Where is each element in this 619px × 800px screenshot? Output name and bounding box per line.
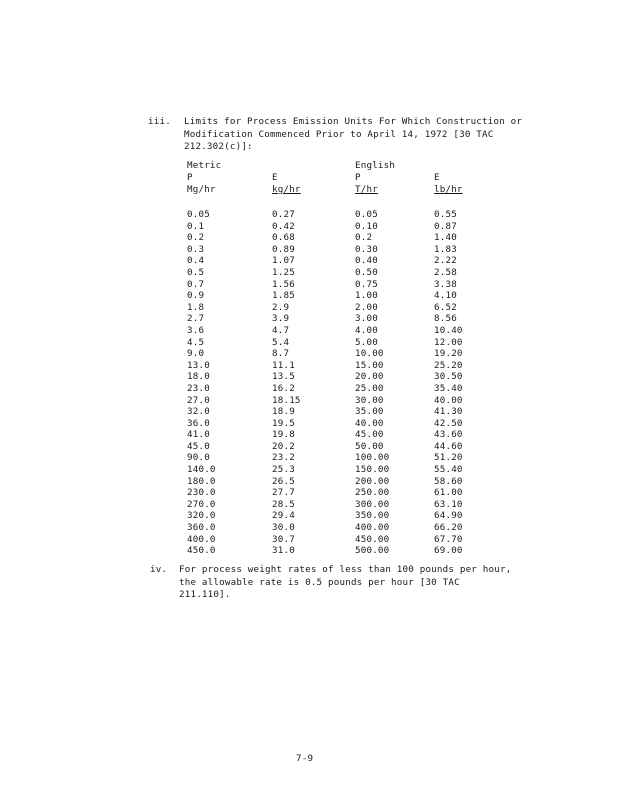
metric-p-cell: 0.9 (187, 290, 205, 302)
metric-e-cell: 0.42 (272, 220, 295, 232)
english-p-cell: 0.2 (355, 232, 373, 244)
english-e-cell: 12.00 (434, 336, 463, 348)
metric-e-cell: 18.15 (272, 394, 301, 406)
metric-p-cell: 41.0 (187, 429, 210, 441)
metric-e-cell: 3.9 (272, 313, 290, 325)
metric-e-cell: 26.5 (272, 475, 295, 487)
metric-p-cell: 13.0 (187, 359, 210, 371)
metric-e-cell: 18.9 (272, 406, 295, 418)
english-p-cell: 300.00 (355, 498, 390, 510)
metric-e-cell: 28.5 (272, 498, 295, 510)
table-row (0, 279, 619, 291)
english-p-cell: 4.00 (355, 324, 378, 336)
english-p-cell: 0.10 (355, 220, 378, 232)
metric-e-cell: 30.0 (272, 522, 295, 534)
metric-p-cell: 18.0 (187, 371, 210, 383)
metric-p-cell: 0.7 (187, 278, 205, 290)
metric-e-cell: 5.4 (272, 336, 290, 348)
table-row (0, 534, 619, 546)
table-row (0, 302, 619, 314)
metric-p-cell: 320.0 (187, 510, 216, 522)
english-e-cell: 19.20 (434, 348, 463, 360)
table-row (0, 360, 619, 372)
english-p-cell: 0.05 (355, 209, 378, 220)
table-row (0, 499, 619, 511)
english-p-cell: 25.00 (355, 382, 384, 394)
table-row (0, 406, 619, 418)
col-symbol-metric-e: E (272, 172, 278, 183)
col-symbol-metric-p: P (187, 172, 193, 183)
english-p-cell: 100.00 (355, 452, 390, 464)
metric-e-cell: 0.89 (272, 243, 295, 255)
metric-p-cell: 270.0 (187, 498, 216, 510)
english-e-cell: 1.40 (434, 232, 457, 244)
metric-p-cell: 9.0 (187, 348, 205, 360)
metric-p-cell: 23.0 (187, 382, 210, 394)
metric-e-cell: 16.2 (272, 382, 295, 394)
page-number: 7-9 (296, 753, 314, 764)
table-row (0, 209, 619, 221)
table-row (0, 325, 619, 337)
english-e-cell: 35.40 (434, 382, 463, 394)
english-p-cell: 200.00 (355, 475, 390, 487)
english-p-cell: 3.00 (355, 313, 378, 325)
english-e-cell: 42.50 (434, 417, 463, 429)
english-e-cell: 58.60 (434, 475, 463, 487)
metric-p-cell: 0.4 (187, 255, 205, 267)
metric-e-cell: 20.2 (272, 440, 295, 452)
table-row (0, 418, 619, 430)
table-row (0, 441, 619, 453)
metric-e-cell: 1.85 (272, 290, 295, 302)
table-row (0, 267, 619, 279)
english-p-cell: 150.00 (355, 464, 390, 476)
metric-e-cell: 1.56 (272, 278, 295, 290)
english-e-cell: 2.58 (434, 266, 457, 278)
english-e-cell: 67.70 (434, 533, 463, 545)
col-unit-english-e: lb/hr (434, 184, 463, 195)
english-label: English (355, 160, 396, 171)
english-p-cell: 1.00 (355, 290, 378, 302)
english-p-cell: 500.00 (355, 545, 390, 557)
english-e-cell: 63.10 (434, 498, 463, 510)
english-e-cell: 2.22 (434, 255, 457, 267)
english-e-cell: 69.00 (434, 545, 463, 557)
table-row (0, 371, 619, 383)
english-p-cell: 45.00 (355, 429, 384, 441)
table-row (0, 429, 619, 441)
english-p-cell: 35.00 (355, 406, 384, 418)
table-row (0, 476, 619, 488)
english-e-cell: 3.38 (434, 278, 457, 290)
english-e-cell: 10.40 (434, 324, 463, 336)
english-p-cell: 350.00 (355, 510, 390, 522)
table-row (0, 313, 619, 325)
metric-p-cell: 4.5 (187, 336, 205, 348)
english-e-cell: 64.90 (434, 510, 463, 522)
note-number: iv. (150, 564, 168, 575)
section-title: Limits for Process Emission Units For Which Construction or Modification Commenced Prior to April 14, 1972 [30 TAC 212.302(c)]: (184, 116, 523, 153)
table-row (0, 290, 619, 302)
english-p-cell: 0.75 (355, 278, 378, 290)
metric-p-cell: 2.7 (187, 313, 205, 325)
metric-e-cell: 0.68 (272, 232, 295, 244)
metric-p-cell: 3.6 (187, 324, 205, 336)
metric-p-cell: 36.0 (187, 417, 210, 429)
english-e-cell: 44.60 (434, 440, 463, 452)
col-symbol-english-e: E (434, 172, 440, 183)
metric-p-cell: 0.3 (187, 243, 205, 255)
table-row (0, 464, 619, 476)
english-e-cell: 0.87 (434, 220, 457, 232)
metric-p-cell: 27.0 (187, 394, 210, 406)
english-e-cell: 4.10 (434, 290, 457, 302)
table-row (0, 337, 619, 349)
english-p-cell: 5.00 (355, 336, 378, 348)
table-row (0, 510, 619, 522)
metric-p-cell: 180.0 (187, 475, 216, 487)
english-e-cell: 8.56 (434, 313, 457, 325)
english-p-cell: 20.00 (355, 371, 384, 383)
english-p-cell: 15.00 (355, 359, 384, 371)
table-row (0, 522, 619, 534)
metric-e-cell: 27.7 (272, 487, 295, 499)
english-e-cell: 0.55 (434, 209, 457, 220)
metric-e-cell: 2.9 (272, 301, 290, 313)
metric-label: Metric (187, 160, 222, 171)
metric-e-cell: 30.7 (272, 533, 295, 545)
english-p-cell: 2.00 (355, 301, 378, 313)
english-e-cell: 66.20 (434, 522, 463, 534)
metric-e-cell: 8.7 (272, 348, 290, 360)
emission-limits-table (0, 209, 619, 557)
english-p-cell: 450.00 (355, 533, 390, 545)
english-p-cell: 400.00 (355, 522, 390, 534)
metric-e-cell: 13.5 (272, 371, 295, 383)
english-p-cell: 0.50 (355, 266, 378, 278)
english-p-cell: 250.00 (355, 487, 390, 499)
table-row (0, 221, 619, 233)
metric-p-cell: 1.8 (187, 301, 205, 313)
metric-p-cell: 230.0 (187, 487, 216, 499)
metric-e-cell: 25.3 (272, 464, 295, 476)
english-e-cell: 51.20 (434, 452, 463, 464)
metric-p-cell: 0.1 (187, 220, 205, 232)
english-p-cell: 50.00 (355, 440, 384, 452)
metric-e-cell: 29.4 (272, 510, 295, 522)
section-number: iii. (148, 116, 171, 127)
metric-e-cell: 4.7 (272, 324, 290, 336)
metric-p-cell: 140.0 (187, 464, 216, 476)
english-p-cell: 30.00 (355, 394, 384, 406)
metric-e-cell: 31.0 (272, 545, 295, 557)
english-p-cell: 0.40 (355, 255, 378, 267)
metric-p-cell: 0.05 (187, 209, 210, 220)
metric-e-cell: 11.1 (272, 359, 295, 371)
english-e-cell: 1.83 (434, 243, 457, 255)
table-row (0, 395, 619, 407)
metric-p-cell: 45.0 (187, 440, 210, 452)
col-symbol-english-p: P (355, 172, 361, 183)
english-e-cell: 43.60 (434, 429, 463, 441)
table-row (0, 545, 619, 557)
note-text: For process weight rates of less than 100 pounds per hour, the allowable rate is 0.5 pounds per hour [30 TAC 211.110]. (179, 564, 512, 601)
table-row (0, 255, 619, 267)
metric-e-cell: 23.2 (272, 452, 295, 464)
col-unit-metric-p: Mg/hr (187, 184, 216, 195)
metric-e-cell: 1.07 (272, 255, 295, 267)
table-row (0, 232, 619, 244)
english-p-cell: 10.00 (355, 348, 384, 360)
english-e-cell: 30.50 (434, 371, 463, 383)
metric-p-cell: 32.0 (187, 406, 210, 418)
english-e-cell: 61.00 (434, 487, 463, 499)
metric-p-cell: 400.0 (187, 533, 216, 545)
table-row (0, 244, 619, 256)
metric-p-cell: 0.5 (187, 266, 205, 278)
english-p-cell: 0.30 (355, 243, 378, 255)
metric-e-cell: 19.5 (272, 417, 295, 429)
col-unit-english-p: T/hr (355, 184, 378, 195)
english-e-cell: 6.52 (434, 301, 457, 313)
english-e-cell: 25.20 (434, 359, 463, 371)
metric-e-cell: 1.25 (272, 266, 295, 278)
english-e-cell: 40.00 (434, 394, 463, 406)
english-e-cell: 55.40 (434, 464, 463, 476)
metric-p-cell: 450.0 (187, 545, 216, 557)
metric-p-cell: 360.0 (187, 522, 216, 534)
col-unit-metric-e: kg/hr (272, 184, 301, 195)
table-row (0, 487, 619, 499)
table-row (0, 348, 619, 360)
table-row (0, 452, 619, 464)
english-e-cell: 41.30 (434, 406, 463, 418)
metric-p-cell: 90.0 (187, 452, 210, 464)
metric-e-cell: 19.8 (272, 429, 295, 441)
metric-p-cell: 0.2 (187, 232, 205, 244)
metric-e-cell: 0.27 (272, 209, 295, 220)
table-row (0, 383, 619, 395)
english-p-cell: 40.00 (355, 417, 384, 429)
